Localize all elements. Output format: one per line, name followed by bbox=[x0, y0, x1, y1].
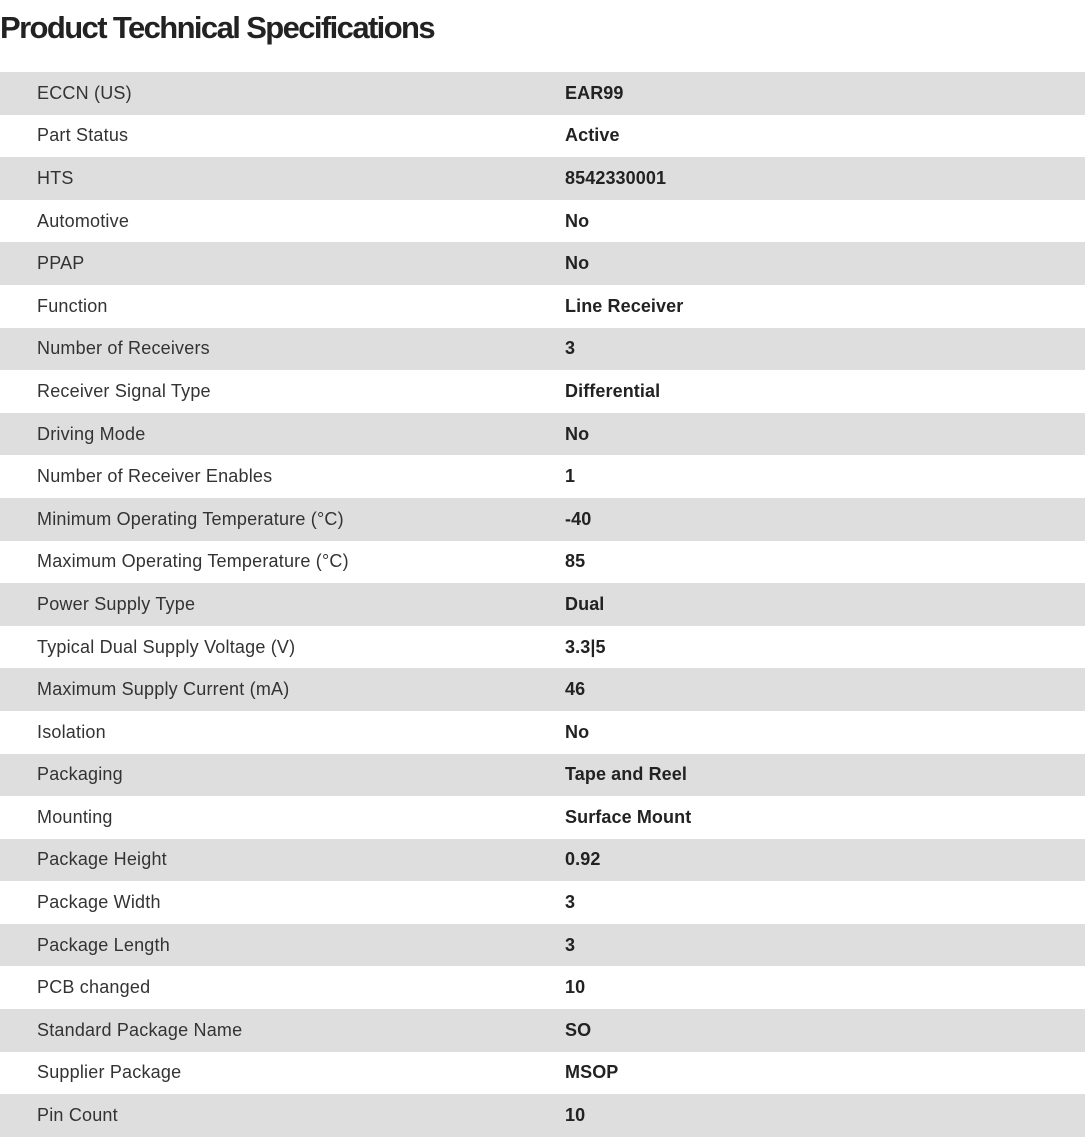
table-row bbox=[0, 157, 1085, 200]
spec-value: 10 bbox=[565, 966, 1085, 1009]
table-row bbox=[0, 1094, 1085, 1137]
table-row bbox=[0, 328, 1085, 371]
table-row bbox=[0, 72, 1085, 115]
spec-label: Part Status bbox=[0, 115, 565, 158]
table-row bbox=[0, 455, 1085, 498]
spec-value: 46 bbox=[565, 668, 1085, 711]
spec-label: Pin Count bbox=[0, 1094, 565, 1137]
spec-label: HTS bbox=[0, 157, 565, 200]
spec-label: Maximum Supply Current (mA) bbox=[0, 668, 565, 711]
spec-value: 3 bbox=[565, 881, 1085, 924]
spec-value: No bbox=[565, 413, 1085, 456]
spec-value: 3 bbox=[565, 924, 1085, 967]
spec-value: MSOP bbox=[565, 1052, 1085, 1095]
spec-label: Isolation bbox=[0, 711, 565, 754]
table-row bbox=[0, 924, 1085, 967]
spec-value: -40 bbox=[565, 498, 1085, 541]
spec-label: Mounting bbox=[0, 796, 565, 839]
spec-value: No bbox=[565, 200, 1085, 243]
spec-value: EAR99 bbox=[565, 72, 1085, 115]
spec-value: SO bbox=[565, 1009, 1085, 1052]
table-row bbox=[0, 583, 1085, 626]
spec-value: 3 bbox=[565, 328, 1085, 371]
spec-value: Line Receiver bbox=[565, 285, 1085, 328]
spec-table bbox=[0, 72, 1085, 1137]
table-row bbox=[0, 285, 1085, 328]
spec-label: Automotive bbox=[0, 200, 565, 243]
spec-value: No bbox=[565, 711, 1085, 754]
spec-label: Number of Receivers bbox=[0, 328, 565, 371]
spec-value: 1 bbox=[565, 455, 1085, 498]
spec-label: Package Length bbox=[0, 924, 565, 967]
table-row bbox=[0, 115, 1085, 158]
spec-value: Active bbox=[565, 115, 1085, 158]
table-row bbox=[0, 498, 1085, 541]
table-row bbox=[0, 668, 1085, 711]
table-row bbox=[0, 242, 1085, 285]
spec-label: Driving Mode bbox=[0, 413, 565, 456]
spec-label: Packaging bbox=[0, 754, 565, 797]
table-row bbox=[0, 1009, 1085, 1052]
spec-value: Differential bbox=[565, 370, 1085, 413]
spec-label: Typical Dual Supply Voltage (V) bbox=[0, 626, 565, 669]
spec-label: Supplier Package bbox=[0, 1052, 565, 1095]
spec-label: ECCN (US) bbox=[0, 72, 565, 115]
spec-label: Power Supply Type bbox=[0, 583, 565, 626]
spec-label: Standard Package Name bbox=[0, 1009, 565, 1052]
spec-label: Package Width bbox=[0, 881, 565, 924]
spec-label: PPAP bbox=[0, 242, 565, 285]
page-title: Product Technical Specifications bbox=[0, 10, 435, 45]
table-row bbox=[0, 839, 1085, 882]
spec-value: Dual bbox=[565, 583, 1085, 626]
spec-label: Minimum Operating Temperature (°C) bbox=[0, 498, 565, 541]
spec-value: 3.3|5 bbox=[565, 626, 1085, 669]
table-row bbox=[0, 413, 1085, 456]
spec-label: Receiver Signal Type bbox=[0, 370, 565, 413]
table-row bbox=[0, 796, 1085, 839]
spec-value: 10 bbox=[565, 1094, 1085, 1137]
spec-value: Surface Mount bbox=[565, 796, 1085, 839]
table-row bbox=[0, 1052, 1085, 1095]
table-row bbox=[0, 626, 1085, 669]
table-row bbox=[0, 754, 1085, 797]
table-row bbox=[0, 881, 1085, 924]
table-row bbox=[0, 370, 1085, 413]
spec-label: Maximum Operating Temperature (°C) bbox=[0, 541, 565, 584]
spec-value: 8542330001 bbox=[565, 157, 1085, 200]
table-row bbox=[0, 966, 1085, 1009]
table-row bbox=[0, 200, 1085, 243]
spec-value: No bbox=[565, 242, 1085, 285]
spec-value: Tape and Reel bbox=[565, 754, 1085, 797]
table-row bbox=[0, 711, 1085, 754]
table-row bbox=[0, 541, 1085, 584]
spec-value: 0.92 bbox=[565, 839, 1085, 882]
spec-label: Function bbox=[0, 285, 565, 328]
spec-label: PCB changed bbox=[0, 966, 565, 1009]
spec-label: Package Height bbox=[0, 839, 565, 882]
spec-value: 85 bbox=[565, 541, 1085, 584]
spec-label: Number of Receiver Enables bbox=[0, 455, 565, 498]
